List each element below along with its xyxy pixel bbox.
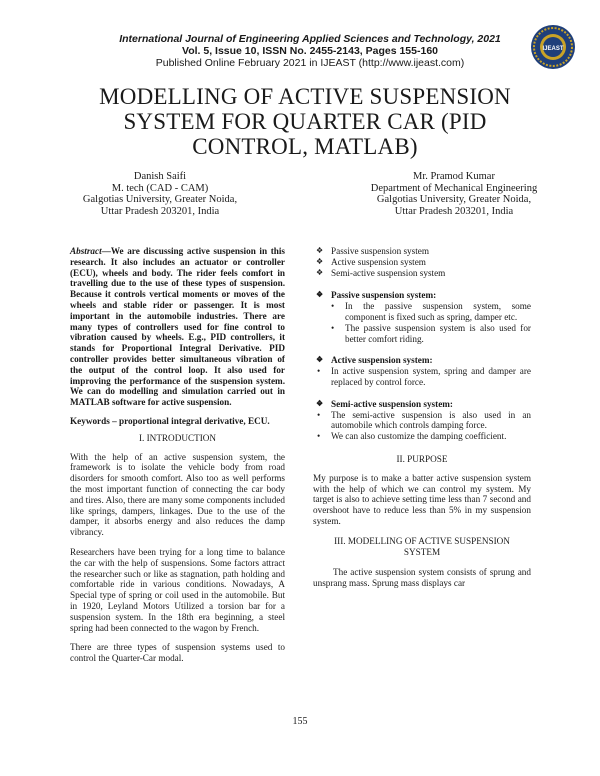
title-line: MODELLING OF ACTIVE SUSPENSION xyxy=(99,84,511,109)
dot-bullet-icon: • xyxy=(317,431,321,442)
passive-list xyxy=(313,301,531,344)
diamond-bullet-icon: ❖ xyxy=(316,290,324,300)
purpose-paragraph: My purpose is to make a batter active suspension system with the help of which we can control my system. My target is also to achieve setting time less than 7 second and overshoot have to reduce less than 5% in my suspension system. xyxy=(313,472,531,526)
list-item: ❖ Semi-active suspension system xyxy=(316,267,446,278)
diamond-bullet-icon: ❖ xyxy=(316,267,324,277)
paper-title xyxy=(40,84,570,159)
list-item: • In active suspension system, spring and damper are replaced by control force. xyxy=(317,366,531,387)
author-block-1 xyxy=(50,171,270,217)
journal-header xyxy=(95,33,525,69)
page-number: 155 xyxy=(292,716,308,727)
list-item: • The passive suspension system is also used for better comfort riding. xyxy=(331,322,531,344)
right-column xyxy=(313,246,531,589)
diamond-bullet-icon: ❖ xyxy=(316,398,324,408)
abstract-lead: Abstract xyxy=(70,246,102,256)
title-line: CONTROL, MATLAB) xyxy=(192,134,418,159)
journal-name: International Journal of Engineering Applied Sciences and Technology, 2021 xyxy=(119,33,501,45)
author-block-2 xyxy=(338,171,570,217)
list-item: • The semi-active suspension is also used in an automobile which controls damping force. xyxy=(317,409,531,431)
list-item: ❖ Passive suspension system xyxy=(316,246,430,256)
abstract-text: —We are discussing active suspension in this research. It also includes an actuator or controller (ECU), wheels and body. The rider feels comfort in travelling due to the use of these types of suspension. Because it controls vertical moments or moves of the wheels and stable rider or passenger. It is most important in the automobile industries. There are many types of controllers used for fine control to vibration caused by wheels. E.g., PID controllers, it stands for Proportional Integral Derivative. PID controller provides better simultaneous vibration of the output of the control loop. It also used for improving the performance of the suspension system. We can do modelling and simulation carried out in MATLAB software for active suspension. xyxy=(70,246,285,408)
author-affiliation: Galgotias University, Greater Noida, xyxy=(82,194,238,206)
suspension-types-list xyxy=(313,246,531,278)
intro-paragraph: Researchers have been trying for a long time to balance the car with the help of suspensions. Some factors attract the researcher such or like as stagnation, path holding and comfortable ride in various conditions. Nowadays, A Special type of spring or coil used in the automobile. But in 1920, Leyland Motors Utilized a torsion bar for a suspension system. In the 18th era beginning, a steel spring had been connected to the wagon by French. xyxy=(70,546,285,633)
author-department: Department of Mechanical Engineering xyxy=(370,182,538,194)
journal-volume: Vol. 5, Issue 10, ISSN No. 2455-2143, Pages 155-160 xyxy=(181,45,439,57)
author-address: Uttar Pradesh 203201, India xyxy=(394,205,514,217)
diamond-bullet-icon: ❖ xyxy=(316,246,324,255)
semi-active-heading: ❖ Semi-active suspension system: xyxy=(316,398,453,409)
semi-active-list xyxy=(313,410,531,442)
list-item: ❖ Active suspension system xyxy=(316,256,426,267)
list-item: • In the passive suspension system, some component is fixed such as spring, damper etc. xyxy=(331,301,531,322)
modelling-paragraph: The active suspension system consists of sprung and unsprang mass. Sprung mass displays car xyxy=(313,567,531,589)
dot-bullet-icon: • xyxy=(317,366,321,377)
intro-paragraph: There are three types of suspension systems used to control the Quarter-Car modal. xyxy=(70,642,285,664)
intro-paragraph: With the help of an active suspension system, the framework is to isolate the vehicle body from road disorders for smooth comfort. Also too as well performs the most important function of connecting the car body and tires. Also, there are many some components included like springs, dampers, linkages. Due to the use of the damper, it absorbs energy and also reduces the damp vibrancy. xyxy=(70,451,285,538)
author-affiliation: Galgotias University, Greater Noida, xyxy=(376,194,532,206)
diamond-bullet-icon: ❖ xyxy=(316,256,324,266)
section-heading-introduction: I. INTRODUCTION xyxy=(138,432,217,443)
dot-bullet-icon: • xyxy=(331,322,335,333)
active-heading: ❖ Active suspension system: xyxy=(316,355,433,366)
dot-bullet-icon: • xyxy=(317,409,321,420)
passive-heading: ❖ Passive suspension system: xyxy=(316,290,437,301)
section-heading-purpose: II. PURPOSE xyxy=(396,453,448,464)
ijeast-seal-icon xyxy=(530,24,576,70)
author-address: Uttar Pradesh 203201, India xyxy=(100,205,220,217)
active-list xyxy=(313,366,531,388)
abstract xyxy=(70,246,285,408)
section-heading-modelling-cont: SYSTEM xyxy=(403,546,441,557)
section-heading-modelling: III. MODELLING OF ACTIVE SUSPENSION xyxy=(334,535,510,546)
keywords: Keywords – proportional integral derivative, ECU. xyxy=(70,415,270,426)
title-line: SYSTEM FOR QUARTER CAR (PID xyxy=(123,109,487,134)
author-name: Danish Saifi xyxy=(133,171,187,182)
left-column xyxy=(70,246,285,664)
dot-bullet-icon: • xyxy=(331,301,335,312)
author-name: Mr. Pramod Kumar xyxy=(413,171,495,182)
diamond-bullet-icon: ❖ xyxy=(316,355,324,365)
list-item: • We can also customize the damping coefficient. xyxy=(317,431,507,442)
journal-published: Published Online February 2021 in IJEAST (http://www.ijeast.com) xyxy=(155,57,465,69)
logo-text: IJEAST xyxy=(542,46,564,52)
author-degree: M. tech (CAD - CAM) xyxy=(111,182,209,194)
